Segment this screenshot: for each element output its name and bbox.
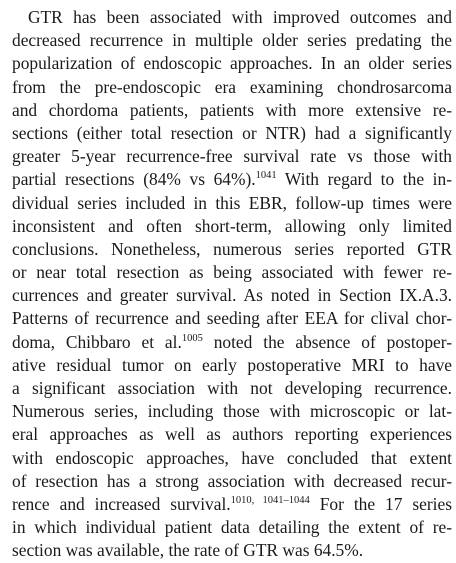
text-line: dividual series included in this EBR, follow-up times were bbox=[12, 192, 452, 213]
text-line: or near total resection as being associated with fewer re- bbox=[12, 262, 452, 283]
text-line: popularization of endoscopic approaches. In an older series bbox=[12, 53, 452, 74]
text-line: in which individual patient data detailing the extent of re- bbox=[12, 517, 452, 538]
citation-superscript: 1005 bbox=[181, 332, 203, 344]
text-line: currences and greater survival. As noted in Section IX.A.3. bbox=[12, 285, 452, 306]
text-line: decreased recurrence in multiple older series predating the bbox=[12, 30, 452, 51]
citation-superscript: 1010, 1041–1044 bbox=[230, 494, 310, 506]
document-page bbox=[12, 6, 452, 563]
line-text: noted the absence of postoper- bbox=[202, 331, 452, 352]
body-paragraph bbox=[12, 6, 452, 563]
text-line: inconsistent and often short-term, allowing only limited bbox=[12, 215, 452, 236]
text-line: section was available, the rate of GTR was 64.5%. bbox=[12, 540, 364, 561]
citation-superscript: 1041 bbox=[255, 170, 277, 182]
text-line: greater 5-year recurrence-free survival rate vs those with bbox=[12, 146, 452, 167]
text-line: from the pre-endoscopic era examining chondrosarcoma bbox=[12, 76, 452, 97]
text-line: conclusions. Nonetheless, numerous series reported GTR bbox=[12, 238, 452, 259]
text-line: Patterns of recurrence and seeding after EEA for clival chor- bbox=[12, 308, 452, 329]
line-text: With regard to the in- bbox=[276, 169, 452, 190]
text-line: and chordoma patients, patients with more extensive re- bbox=[12, 99, 452, 120]
text-line: sections (either total resection or NTR) had a significantly bbox=[12, 122, 452, 143]
line-text: partial resections (84% vs 64%). bbox=[12, 169, 256, 190]
text-line: eral approaches as well as authors reporting experiences bbox=[12, 424, 452, 445]
line-text: rence and increased survival. bbox=[12, 493, 231, 514]
text-line bbox=[12, 493, 452, 516]
text-line bbox=[12, 168, 452, 191]
text-line: GTR has been associated with improved outcomes and bbox=[28, 7, 452, 27]
line-text: For the 17 series bbox=[309, 493, 452, 514]
line-text: doma, Chibbaro et al. bbox=[12, 331, 182, 352]
text-line: of resection has a strong association with decreased recur- bbox=[12, 470, 452, 491]
text-line bbox=[12, 331, 452, 354]
text-line: a significant association with not developing recurrence. bbox=[12, 378, 452, 398]
text-line: ative residual tumor on early postoperative MRI to have bbox=[12, 354, 452, 375]
text-line: with endoscopic approaches, have concluded that extent bbox=[12, 447, 452, 468]
text-line: Numerous series, including those with microscopic or lat- bbox=[12, 401, 452, 422]
